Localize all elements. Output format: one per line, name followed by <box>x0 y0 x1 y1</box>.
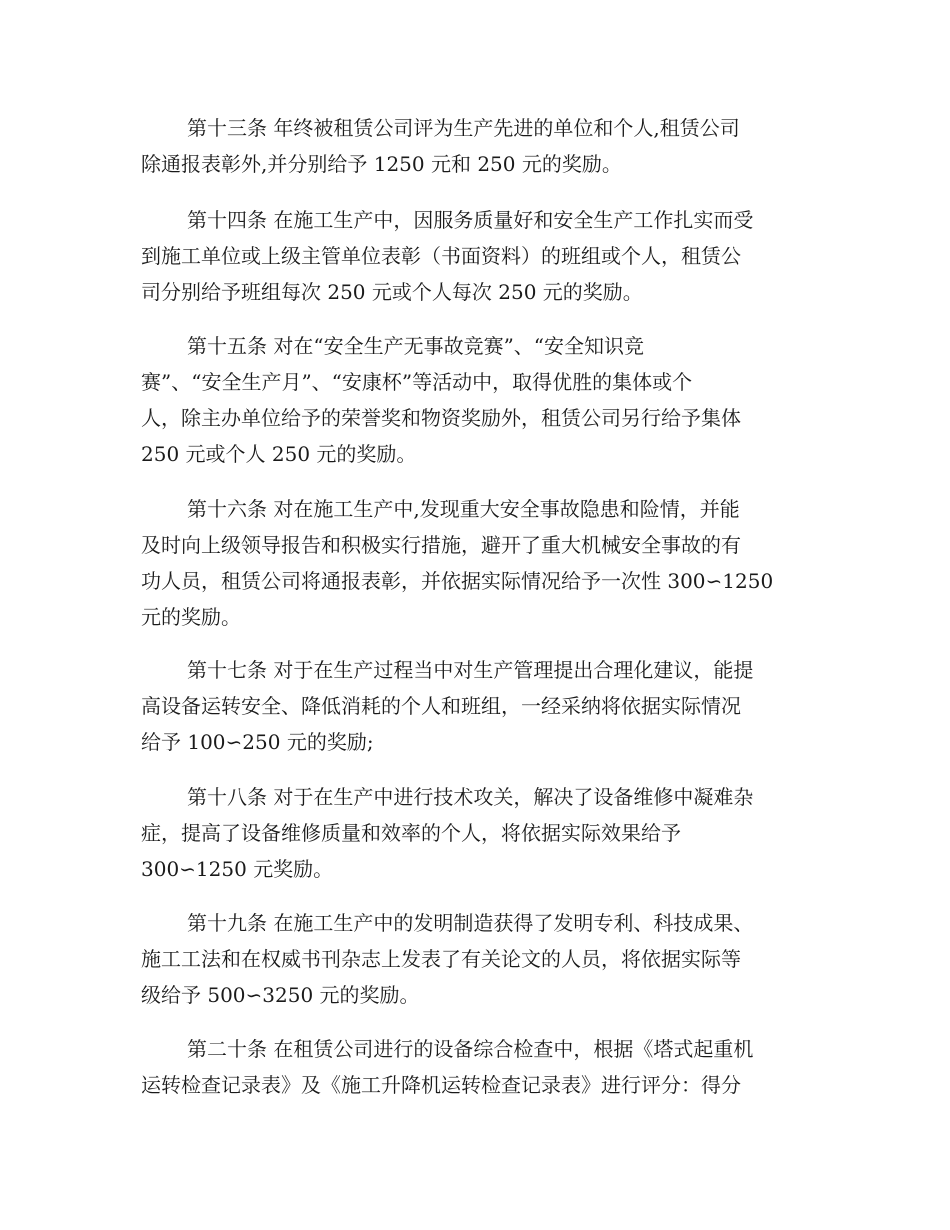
paragraph-line: 第十七条 对于在生产过程当中对生产管理提出合理化建议，能提 <box>187 658 754 682</box>
paragraph-line: 人，除主办单位给予的荣誉奖和物资奖励外，租赁公司另行给予集体 <box>141 406 741 430</box>
paragraph-line: 第二十条 在租赁公司进行的设备综合检查中，根据《塔式起重机 <box>187 1037 754 1061</box>
paragraph-line: 第十五条 对在“安全生产无事故竞赛”、“安全知识竞 <box>187 334 645 358</box>
paragraph-line: 第十六条 对在施工生产中,发现重大安全事故隐患和险情，并能 <box>187 497 740 521</box>
paragraph-line: 高设备运转安全、降低消耗的个人和班组，一经采纳将依据实际情况 <box>141 694 741 718</box>
paragraph-line: 第十八条 对于在生产中进行技术攻关，解决了设备维修中凝难杂 <box>187 785 754 809</box>
paragraph-line: 症，提高了设备维修质量和效率的个人，将依据实际效果给予 <box>141 821 681 845</box>
paragraph-line: 给予 100∽250 元的奖励; <box>141 730 374 754</box>
paragraph-line: 司分别给予班组每次 250 元或个人每次 250 元的奖励。 <box>141 280 643 304</box>
paragraph-line: 元的奖励。 <box>141 605 241 629</box>
paragraph-line: 级给予 500∽3250 元的奖励。 <box>141 983 420 1007</box>
paragraph-line: 功人员，租赁公司将通报表彰，并依据实际情况给予一次性 300∽1250 <box>141 569 774 593</box>
paragraph-line: 赛”、“安全生产月”、“安康杯”等活动中，取得优胜的集体或个 <box>141 370 693 394</box>
paragraph-line: 第十三条 年终被租赁公司评为生产先进的单位和个人,租赁公司 <box>187 116 740 140</box>
paragraph-line: 到施工单位或上级主管单位表彰（书面资料）的班组或个人，租赁公 <box>141 244 741 268</box>
paragraph-line: 300∽1250 元奖励。 <box>141 857 334 881</box>
paragraph-line: 及时向上级领导报告和积极实行措施，避开了重大机械安全事故的有 <box>141 533 741 557</box>
paragraph-line: 第十九条 在施工生产中的发明制造获得了发明专利、科技成果、 <box>187 911 754 935</box>
paragraph-line: 运转检查记录表》及《施工升降机运转检查记录表》进行评分：得分 <box>141 1073 741 1097</box>
paragraph-line: 250 元或个人 250 元的奖励。 <box>141 442 417 466</box>
paragraph-line: 第十四条 在施工生产中，因服务质量好和安全生产工作扎实而受 <box>187 208 754 232</box>
paragraph-line: 施工工法和在权威书刊杂志上发表了有关论文的人员，将依据实际等 <box>141 947 741 971</box>
paragraph-line: 除通报表彰外,并分别给予 1250 元和 250 元的奖励。 <box>141 152 622 176</box>
